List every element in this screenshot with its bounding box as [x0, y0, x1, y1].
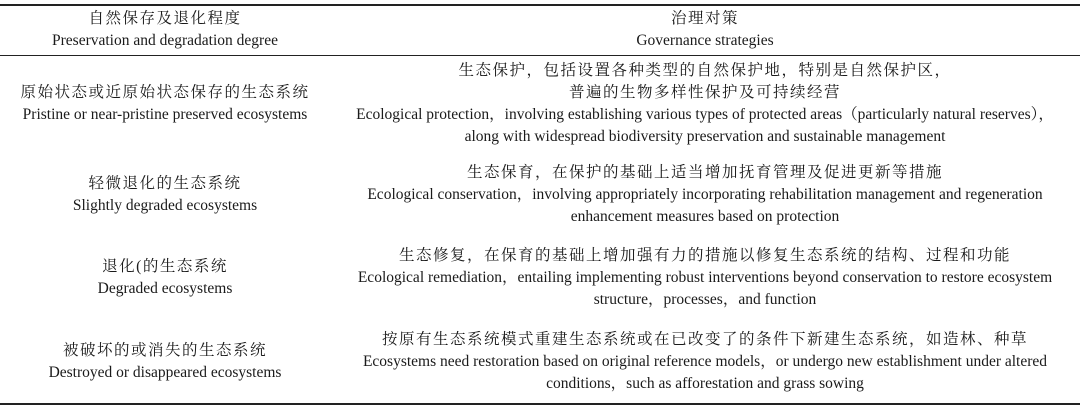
row-2-degree-zh: 轻微退化的生态系统	[88, 175, 242, 192]
row-3-strategy	[334, 243, 1076, 313]
row-4-degree-zh: 被破坏的或消失的生态系统	[62, 342, 267, 359]
row-3-strategy-en-1: Ecological remediation，entailing implementing robust interventions beyond conservation to restore ecosystem	[357, 269, 1053, 286]
table-top-rule	[0, 4, 1080, 6]
row-2-strategy	[334, 160, 1076, 230]
row-3-strategy-zh-1: 生态修复，在保育的基础上增加强有力的措施以修复生态系统的结构、过程和功能	[398, 247, 1011, 264]
header-strategy-en: Governance strategies	[636, 32, 774, 49]
header-degree-zh: 自然保存及退化程度	[88, 10, 242, 27]
header-strategy-zh: 治理对策	[670, 10, 739, 27]
row-2-degree	[0, 160, 330, 230]
row-2-strategy-en-1: Ecological conservation，involving appropriately incorporating rehabilitation management and regeneration	[367, 186, 1043, 203]
row-4-degree	[0, 326, 330, 398]
row-4-strategy-en-1: Ecosystems need restoration based on original reference models，or undergo new establishment under altered	[362, 353, 1048, 370]
row-1-strategy	[334, 60, 1076, 148]
header-strategy	[334, 7, 1076, 53]
header-degree-en: Preservation and degradation degree	[52, 32, 278, 49]
row-3-degree-en: Degraded ecosystems	[97, 280, 233, 297]
row-4-degree-en: Destroyed or disappeared ecosystems	[48, 364, 282, 381]
header-degree	[0, 7, 330, 53]
table-bottom-rule	[0, 403, 1080, 405]
row-1-degree-en: Pristine or near-pristine preserved ecosystems	[22, 106, 308, 123]
row-1-strategy-en-2: along with widespread biodiversity preservation and sustainable management	[464, 128, 946, 145]
row-2-degree-en: Slightly degraded ecosystems	[72, 197, 258, 214]
row-3-strategy-en-2: structure，processes，and function	[593, 291, 817, 308]
row-1-strategy-zh-1: 生态保护，包括设置各种类型的自然保护地，特别是自然保护区，	[458, 62, 952, 79]
row-1-strategy-zh-2: 普遍的生物多样性保护及可持续经营	[568, 84, 841, 101]
row-1-strategy-en-1: Ecological protection，involving establishing various types of protected areas（particularly natural reserves），	[356, 106, 1054, 123]
row-2-strategy-zh-1: 生态保育，在保护的基础上适当增加抚育管理及促进更新等措施	[466, 164, 943, 181]
row-2-strategy-en-2: enhancement measures based on protection	[570, 208, 840, 225]
row-4-strategy	[334, 326, 1076, 398]
header-rule	[0, 55, 1080, 56]
row-4-strategy-zh-1: 按原有生态系统模式重建生态系统或在已改变了的条件下新建生态系统，如造林、种草	[381, 331, 1028, 348]
row-1-degree	[0, 60, 330, 148]
row-4-strategy-en-2: conditions，such as afforestation and grass sowing	[546, 375, 864, 392]
row-3-degree-zh: 退化(的生态系统	[102, 258, 228, 275]
row-3-degree	[0, 243, 330, 313]
row-1-degree-zh: 原始状态或近原始状态保存的生态系统	[20, 84, 310, 101]
